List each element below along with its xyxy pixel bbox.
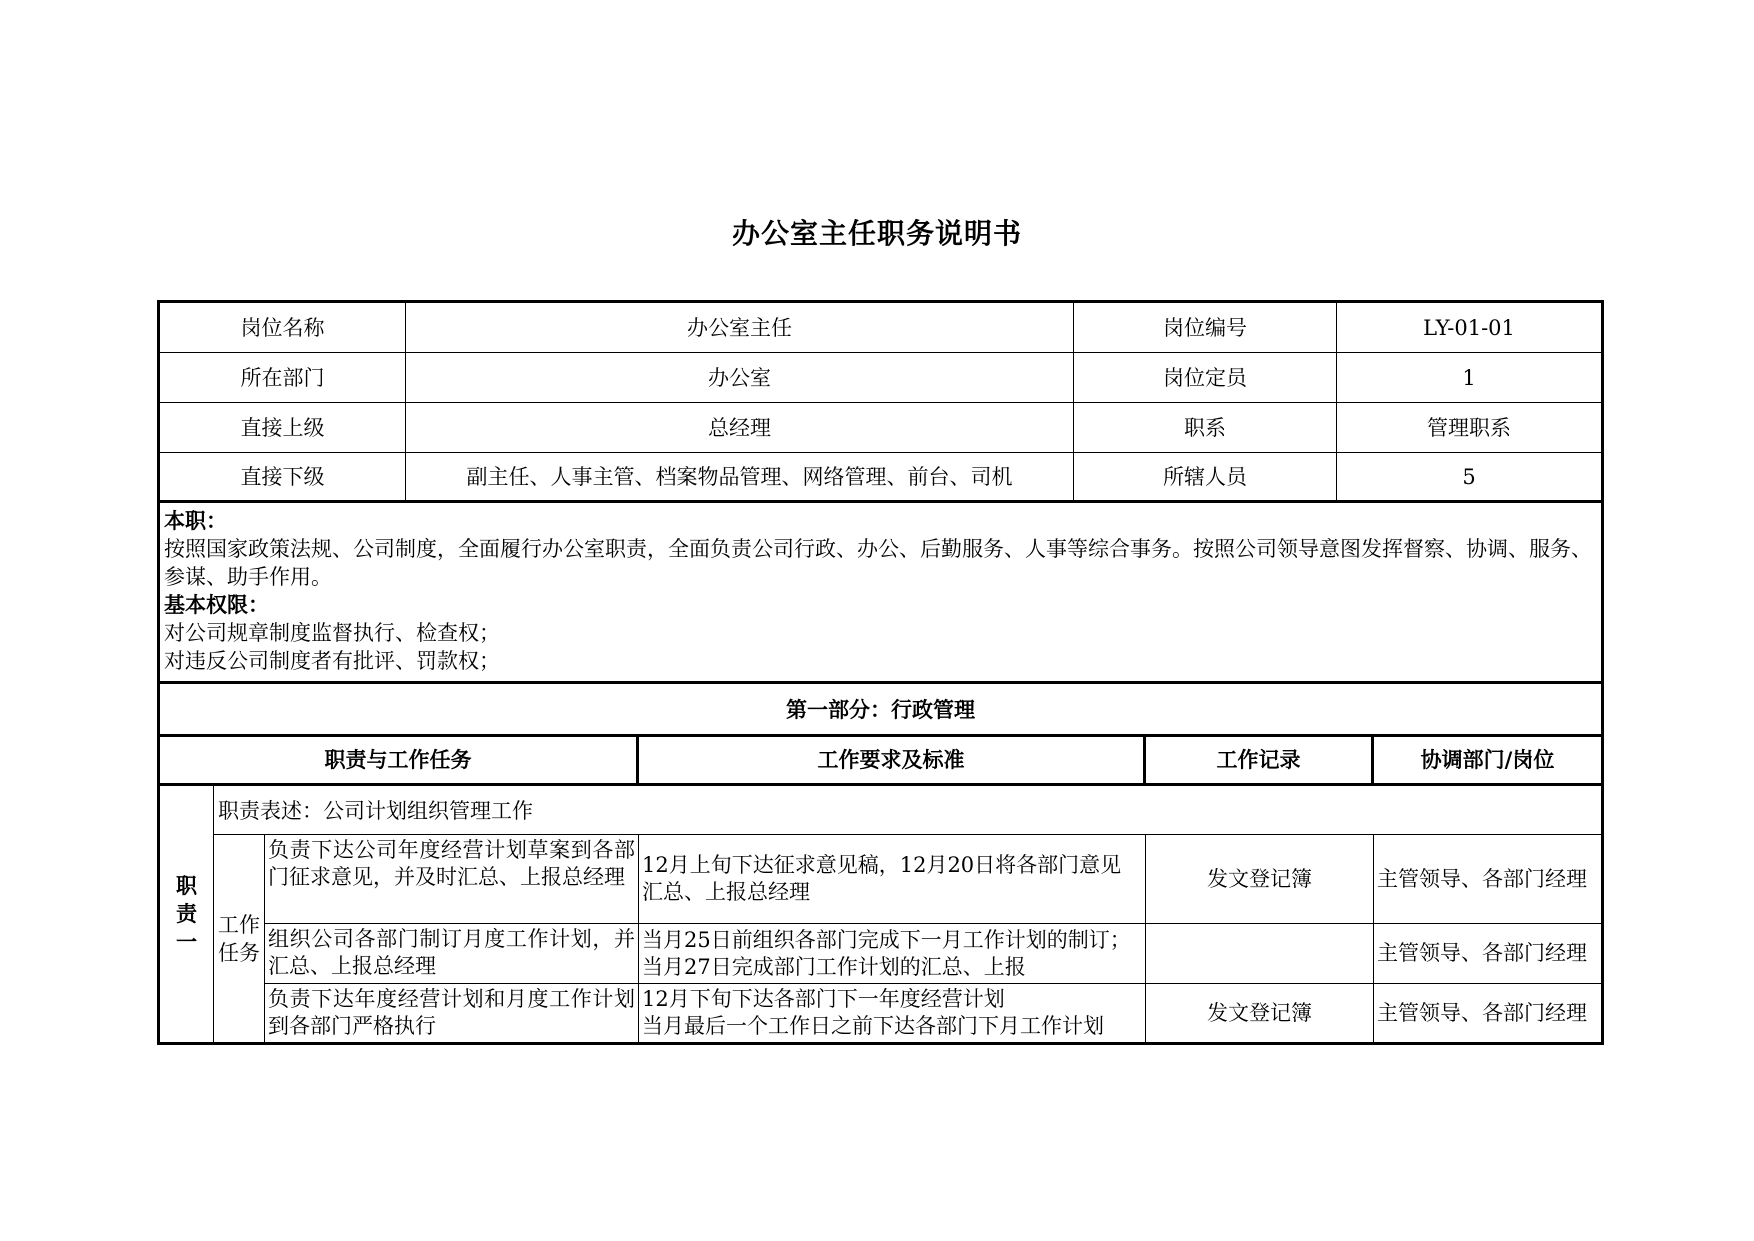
- column-header: 工作要求及标准: [639, 737, 1146, 783]
- task-row: [265, 984, 1601, 1042]
- duty-description: 职责表述：公司计划组织管理工作: [214, 786, 1601, 835]
- task-row: [265, 835, 1601, 924]
- duty-label: [160, 786, 214, 1042]
- requirement-line: 当月最后一个工作日之前下达各部门下月工作计划: [642, 1014, 1104, 1038]
- task-text: 组织公司各部门制订月度工作计划，并汇总、上报总经理: [265, 924, 639, 983]
- table-header-row: [160, 737, 1601, 786]
- duty-text: 按照国家政策法规、公司制度，全面履行办公室职责，全面负责公司行政、办公、后勤服务、人事等综合事务。按照公司领导意图发挥督察、协调、服务、参谋、助手作用。: [164, 537, 1592, 589]
- authority-item: 对违反公司制度者有批评、罚款权；: [164, 649, 500, 673]
- authority-item: 对公司规章制度监督执行、检查权；: [164, 621, 500, 645]
- info-row-2: [160, 353, 1601, 403]
- field-value: 办公室主任: [406, 303, 1074, 352]
- task-record: 发文登记簿: [1146, 984, 1374, 1042]
- task-coordination: 主管领导、各部门经理: [1377, 866, 1587, 891]
- info-row-3: [160, 403, 1601, 453]
- field-value: 5: [1462, 464, 1476, 489]
- role-summary: [160, 503, 1601, 684]
- task-coordination: 主管领导、各部门经理: [1377, 941, 1587, 965]
- requirement-line: 当月27日完成部门工作计划的汇总、上报: [642, 954, 1026, 979]
- duty-label-text: 职责一: [176, 874, 197, 954]
- field-label: 岗位定员: [1074, 353, 1337, 402]
- duty-heading: 本职：: [164, 509, 227, 533]
- task-row: [265, 924, 1601, 984]
- field-value: 管理职系: [1427, 415, 1511, 440]
- field-value: 1: [1462, 365, 1476, 390]
- task-label: [214, 835, 265, 1042]
- section-title: 第一部分：行政管理: [160, 684, 1601, 737]
- task-text: 负责下达公司年度经营计划草案到各部门征求意见，并及时汇总、上报总经理: [265, 835, 639, 923]
- requirement-line: 12月上旬下达征求意见稿，12月20日将各部门意见: [642, 853, 1122, 877]
- duty-main: [214, 786, 1601, 1042]
- field-value: 副主任、人事主管、档案物品管理、网络管理、前台、司机: [406, 453, 1074, 500]
- field-label: 职系: [1074, 403, 1337, 452]
- task-record: 发文登记簿: [1146, 835, 1374, 923]
- task-requirement: [639, 984, 1146, 1042]
- field-label: 直接下级: [160, 453, 406, 500]
- field-label: 直接上级: [160, 403, 406, 452]
- field-label: 岗位名称: [160, 303, 406, 352]
- field-label: 所在部门: [160, 353, 406, 402]
- field-label: 所辖人员: [1074, 453, 1337, 500]
- duty-block-1: [160, 786, 1601, 1045]
- requirement-line: 12月下旬下达各部门下一年度经营计划: [642, 987, 1005, 1011]
- column-header: 工作记录: [1146, 737, 1374, 783]
- field-label: 岗位编号: [1074, 303, 1337, 352]
- job-description-form: [157, 300, 1604, 1045]
- info-row-1: [160, 303, 1601, 353]
- task-area: [214, 835, 1601, 1042]
- task-label-text: 工作任务: [218, 912, 260, 965]
- field-value: 办公室: [406, 353, 1074, 402]
- task-requirement: [639, 835, 1146, 923]
- column-header: 协调部门/岗位: [1420, 748, 1555, 772]
- task-coordination: 主管领导、各部门经理: [1377, 1000, 1587, 1025]
- info-row-4: [160, 453, 1601, 503]
- task-text: 负责下达年度经营计划和月度工作计划到各部门严格执行: [265, 984, 639, 1042]
- column-header: 职责与工作任务: [160, 737, 639, 783]
- requirement-line: 汇总、上报总经理: [642, 880, 810, 904]
- authority-heading: 基本权限：: [164, 593, 269, 617]
- document-title: 办公室主任职务说明书: [731, 217, 1022, 250]
- task-record: [1146, 924, 1374, 983]
- requirement-line: 当月25日前组织各部门完成下一月工作计划的制订；: [642, 927, 1131, 952]
- field-value: 总经理: [406, 403, 1074, 452]
- task-list: [265, 835, 1601, 1042]
- field-value: LY-01-01: [1423, 315, 1515, 340]
- task-requirement: [639, 924, 1146, 983]
